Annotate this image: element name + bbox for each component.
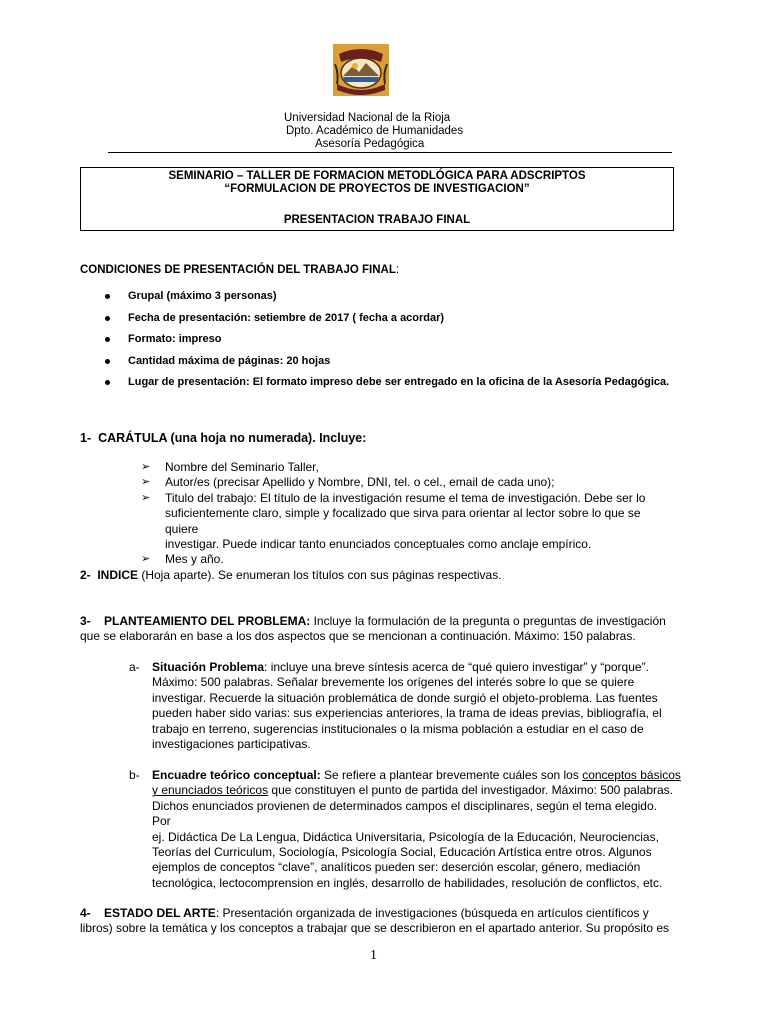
condition-label: Formato xyxy=(128,333,172,346)
list-item xyxy=(80,290,680,303)
title-box xyxy=(80,167,674,231)
department-name: Dpto. Académico de Humanidades xyxy=(286,125,464,137)
arrowhead-icon: ➢ xyxy=(141,461,151,473)
condition-label: Fecha de presentación xyxy=(128,311,248,324)
section-3-intro xyxy=(80,614,668,645)
sub-b-marker: b- xyxy=(129,768,140,782)
section-2-heading xyxy=(80,567,502,583)
condition-value: : impreso xyxy=(172,333,222,346)
list-item xyxy=(140,475,670,490)
section-3-line-1 xyxy=(80,614,668,629)
list-item-text: Titulo del trabajo: El título de la investigación resume el tema de investigación. Debe ser lo xyxy=(165,490,646,505)
section-text: (Hoja aparte). Se enumeran los títulos con sus páginas respectivas. xyxy=(138,568,502,582)
condition-label: Cantidad máxima de páginas xyxy=(128,354,280,367)
list-item-text: suficientemente claro, simple y focalizado que sirva para orientar al lector sobre lo que se quiere xyxy=(165,506,641,536)
conditions-list xyxy=(80,290,680,398)
sub-b-paragraph xyxy=(152,768,681,891)
section-text: : Presentación organizada de investigaciones (búsqueda en artículos científicos y xyxy=(215,906,649,920)
list-item xyxy=(80,376,680,389)
section-number: 2- xyxy=(80,568,91,582)
section-number: 4- xyxy=(80,906,91,920)
conditions-heading-colon: : xyxy=(395,264,400,276)
bullet-icon xyxy=(105,294,110,299)
condition-label: Lugar de presentación xyxy=(128,376,246,389)
sub-b-text: que constituyen el punto de partida del investigador. Máximo: 500 palabras. xyxy=(268,783,674,798)
university-seal-logo xyxy=(333,44,389,96)
bullet-icon xyxy=(105,359,110,364)
section-3-line-2: que se elaborarán en base a los dos aspectos que se mencionan a continuación. Máximo: 150 palabras. xyxy=(80,629,636,644)
arrowhead-icon: ➢ xyxy=(141,491,151,504)
arrowhead-icon: ➢ xyxy=(141,476,151,489)
section-4 xyxy=(80,906,668,937)
section-title: PLANTEAMIENTO DEL PROBLEMA: xyxy=(104,614,311,628)
sub-a-text: Máximo: 500 palabras. Señalar brevemente los orígenes del interés sobre lo que se quiere xyxy=(152,675,635,690)
sub-b-text: Teorías del Curriculum, Sociología, Psicología Social, Educación Artística entre otros. Algunos xyxy=(152,845,652,860)
sub-a-text: investigar. Recuerde la situación problemática de donde surgió el objeto-problema. Las fuentes xyxy=(152,690,658,705)
list-item xyxy=(140,552,670,567)
header-divider xyxy=(108,152,672,153)
sub-b-text: tecnológica, lectocomprension en inglés, desarrollo de habilidades, resolución de conflictos, etc. xyxy=(152,875,663,890)
section-title-rest: (una hoja no numerada). Incluye: xyxy=(167,431,367,445)
bullet-icon xyxy=(105,337,110,342)
condition-value: : 20 hojas xyxy=(279,354,331,367)
list-item xyxy=(140,460,670,475)
conditions-heading xyxy=(80,264,399,276)
sub-a-text: investigaciones participativas. xyxy=(152,737,311,752)
list-item xyxy=(140,491,670,553)
section-4-line-1 xyxy=(80,906,668,921)
title-line-3: PRESENTACION TRABAJO FINAL xyxy=(283,214,471,226)
list-item-text: investigar. Puede indicar tanto enunciados conceptuales como anclaje empírico. xyxy=(165,537,592,552)
list-item xyxy=(80,312,680,325)
section-number: 1- xyxy=(80,431,92,445)
list-item-text: Autor/es (precisar Apellido y Nombre, DNI, tel. o cel., email de cada uno); xyxy=(165,475,555,490)
sub-b-text: Dichos enunciados provienen de determinados campos el disciplinares, según el tema elegido. Por xyxy=(152,798,657,829)
sub-a-title: Situación Problema xyxy=(152,660,265,674)
sub-b-underlined: conceptos básicos xyxy=(582,768,681,782)
section-title: INDICE xyxy=(97,568,139,582)
list-item-text: Nombre del Seminario Taller, xyxy=(165,460,319,474)
bullet-icon xyxy=(105,316,110,321)
sub-b-text: ejemplos de conceptos “clave”, analíticos pueden ser: deserción escolar, género, mediación xyxy=(152,860,641,875)
list-item xyxy=(80,355,680,368)
sub-b-title: Encuadre teórico conceptual: xyxy=(152,768,321,782)
section-number: 3- xyxy=(80,614,91,628)
office-name: Asesoría Pedagógica xyxy=(315,138,425,150)
section-1-heading xyxy=(80,430,366,446)
condition-label: Grupal xyxy=(128,290,164,302)
arrowhead-icon: ➢ xyxy=(141,553,151,566)
title-line-2: “FORMULACION DE PROYECTOS DE INVESTIGACION” xyxy=(224,183,530,195)
section-title: CARÁTULA xyxy=(98,431,168,445)
section-text: Incluye la formulación de la pregunta o preguntas de investigación xyxy=(310,614,666,628)
section-title: ESTADO DEL ARTE xyxy=(104,906,216,920)
condition-value: : El formato impreso debe ser entregado en la oficina de la Asesoría Pedagógica. xyxy=(245,376,670,389)
sub-a-text: : incluye una breve síntesis acerca de “qué quiero investigar” y “porque”. xyxy=(264,660,649,674)
conditions-heading-text: CONDICIONES DE PRESENTACIÓN DEL TRABAJO FINAL xyxy=(80,264,396,276)
page-number: 1 xyxy=(370,948,377,963)
sub-a-text: pueden haber sido varias: sus experiencias anteriores, la trama de ideas previas, bibliografía, el xyxy=(152,706,662,721)
list-item-text: Mes y año. xyxy=(165,552,224,567)
caratula-list xyxy=(140,460,670,568)
section-4-line-2: libros) sobre la temática y los conceptos a trabajar que se describieron en el apartado anterior. Su propósito es xyxy=(80,921,669,936)
sub-a-paragraph xyxy=(152,660,668,752)
sub-b-text: ej. Didáctica De La Lengua, Didáctica Universitaria, Psicología de la Educación, Neurociencias, xyxy=(152,829,659,844)
condition-value: : setiembre de 2017 ( fecha a acordar) xyxy=(247,311,445,324)
sub-a-marker: a- xyxy=(129,660,140,674)
sub-a-text: trabajo en terreno, sugerencias institucionales o la misma población a estudiar en el caso de xyxy=(152,721,644,736)
sub-b-text: Se refiere a plantear brevemente cuáles son los xyxy=(320,768,583,782)
condition-value: (máximo 3 personas) xyxy=(163,290,277,302)
bullet-icon xyxy=(105,380,110,385)
sub-b-underlined: y enunciados teóricos xyxy=(152,783,269,798)
list-item xyxy=(80,333,680,346)
title-line-1: SEMINARIO – TALLER DE FORMACION METODLÓGICA PARA ADSCRIPTOS xyxy=(168,170,586,182)
university-name: Universidad Nacional de la Rioja xyxy=(284,112,451,124)
